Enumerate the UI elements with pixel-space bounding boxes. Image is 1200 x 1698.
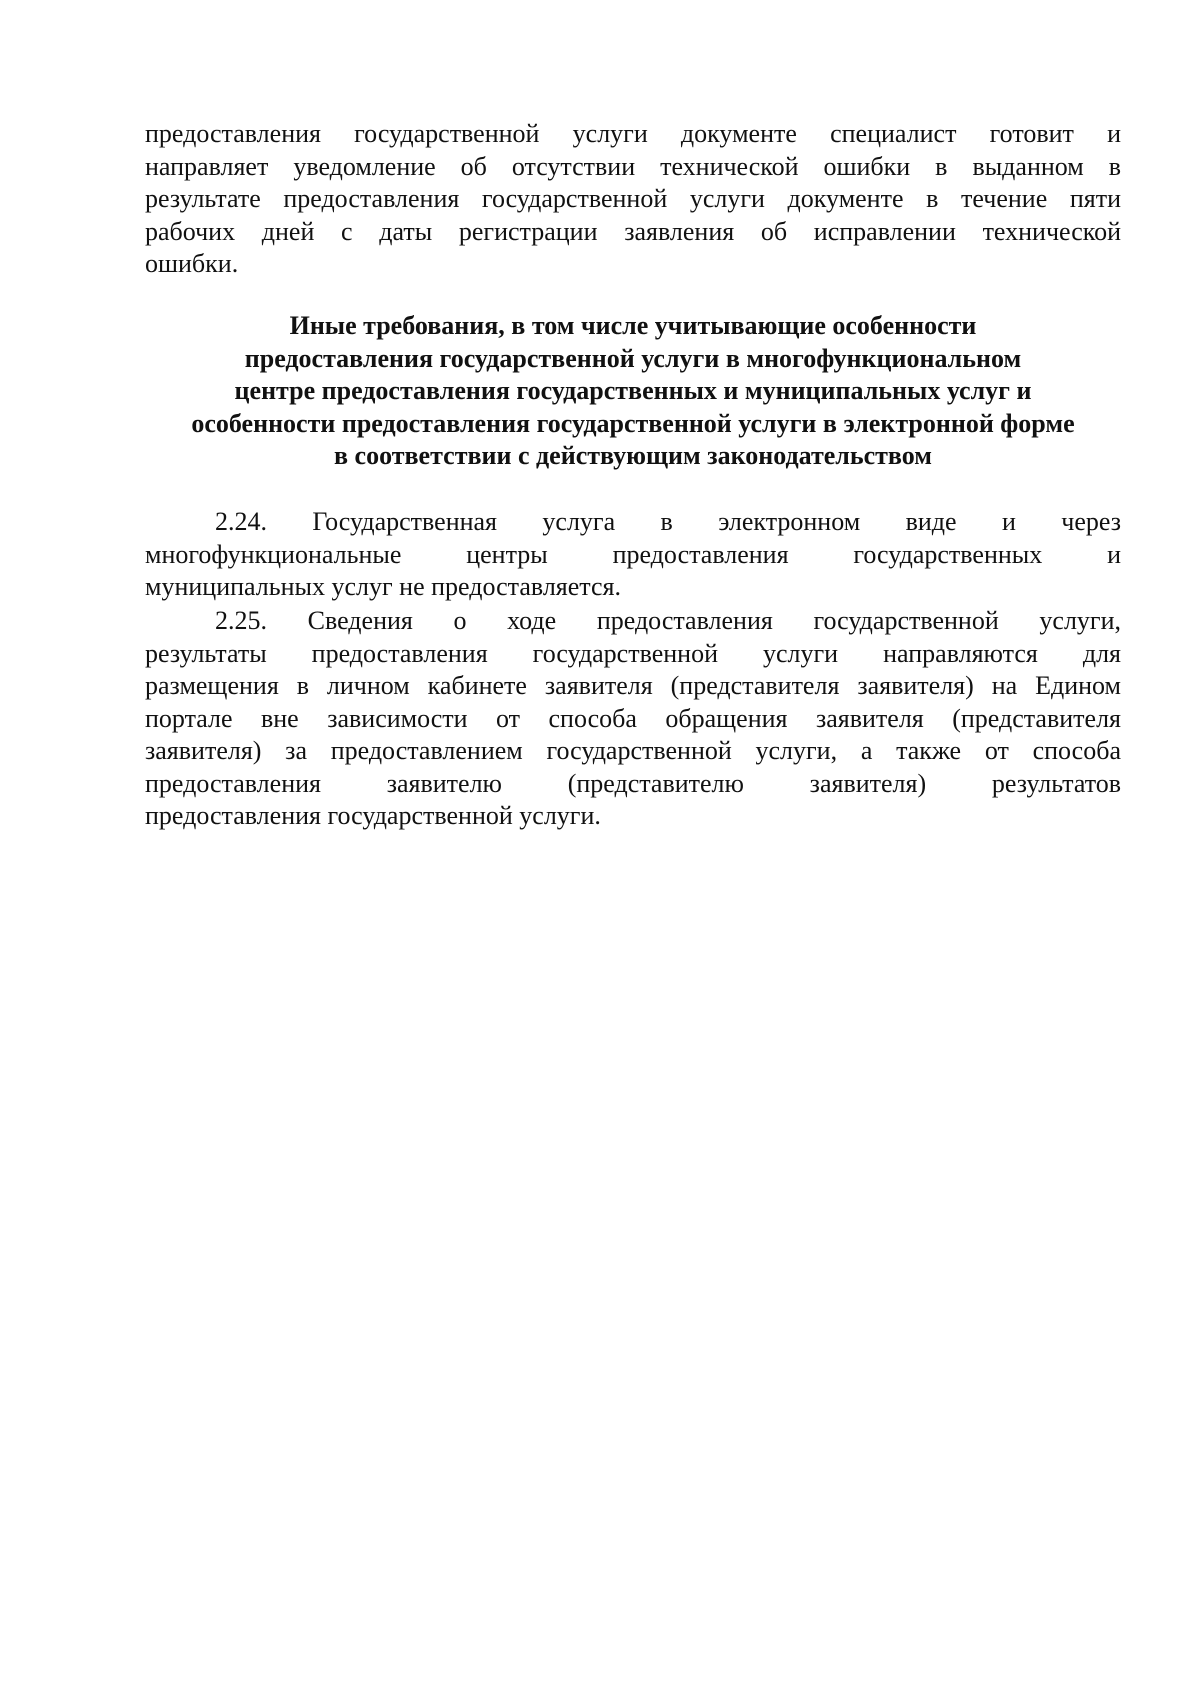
paragraph-line: результате предоставления государственной услуги документе в течение пяти: [145, 184, 1121, 213]
paragraph-line: 2.24. Государственная услуга в электронном виде и через: [215, 507, 1121, 536]
paragraph-line: 2.25. Сведения о ходе предоставления государственной услуги,: [215, 606, 1121, 635]
intro-paragraph: [145, 118, 1121, 281]
paragraph-line: результаты предоставления государственной услуги направляются для: [145, 638, 1121, 668]
paragraph-line: размещения в личном кабинете заявителя (представителя заявителя) на Едином: [145, 671, 1121, 700]
paragraph-line: направляет уведомление об отсутствии технической ошибки в выданном в: [145, 151, 1121, 181]
paragraph-line: предоставления заявителю (представителю заявителя) результатов: [145, 768, 1121, 798]
heading-line: Иные требования, в том числе учитывающие особенности: [289, 311, 977, 340]
heading-line: предоставления государственной услуги в многофункциональном: [244, 343, 1022, 373]
paragraph-line: рабочих дней с даты регистрации заявления об исправлении технической: [145, 216, 1121, 246]
paragraph-2-25: [145, 605, 1121, 833]
paragraph-line: портале вне зависимости от способа обращения заявителя (представителя: [145, 703, 1121, 733]
paragraph-line: ошибки.: [145, 249, 239, 278]
heading-line: центре предоставления государственных и муниципальных услуг и: [234, 376, 1032, 405]
paragraph-line: многофункциональные центры предоставления государственных и: [145, 539, 1121, 569]
heading-line: особенности предоставления государственной услуги в электронной форме: [191, 408, 1075, 438]
paragraph-line: предоставления государственной услуги.: [145, 801, 601, 830]
paragraph-line: предоставления государственной услуги документе специалист готовит и: [145, 119, 1121, 148]
paragraph-line: муниципальных услуг не предоставляется.: [145, 572, 621, 601]
paragraph-2-24: [145, 506, 1121, 604]
section-heading: [145, 310, 1121, 473]
heading-line: в соответствии с действующим законодательством: [333, 441, 932, 470]
paragraph-line: заявителя) за предоставлением государственной услуги, а также от способа: [145, 736, 1121, 765]
